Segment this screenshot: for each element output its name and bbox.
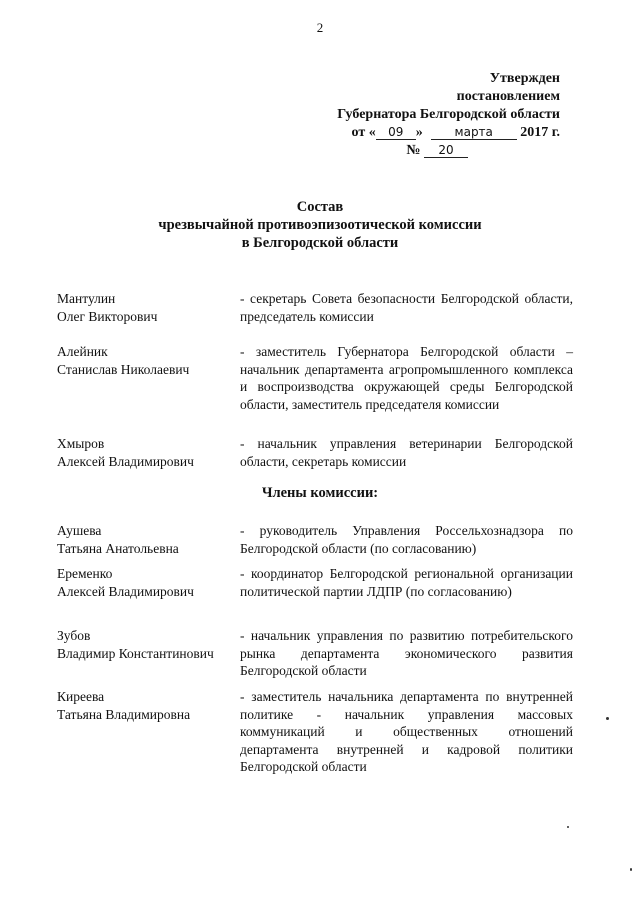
person-surname: Еременко <box>57 566 113 581</box>
person-name <box>57 435 232 470</box>
person-name <box>57 343 232 378</box>
person-role: - заместитель начальника департамента по внутренней политике - начальник управления массовых коммуникаций и общественных отношений департамента внутренней и кадровой политики Белгородской области <box>240 689 573 774</box>
person-given-names: Олег Викторович <box>57 308 158 324</box>
person-given-names: Алексей Владимирович <box>57 453 194 469</box>
person-name <box>57 688 232 723</box>
scan-speck <box>630 868 632 871</box>
document-number: 20 <box>424 143 468 158</box>
person-surname: Киреева <box>57 689 105 704</box>
date-month: марта <box>431 125 517 140</box>
person-role: - начальник управления по развитию потребительского рынка департамента экономического развития Белгородской области <box>240 628 573 678</box>
person-surname: Зубов <box>57 628 91 643</box>
person-role: - секретарь Совета безопасности Белгородской области, председатель комиссии <box>240 291 573 324</box>
person-name <box>57 290 232 325</box>
approval-line-approved: Утвержден <box>489 71 560 86</box>
person-given-names: Алексей Владимирович <box>57 583 194 599</box>
number-prefix: № <box>406 143 421 158</box>
page-number: 2 <box>316 20 324 35</box>
person-name <box>57 565 232 600</box>
date-mid: » <box>415 125 423 140</box>
title-line-region: в Белгородской области <box>241 235 399 251</box>
members-heading: Члены комиссии: <box>261 485 379 501</box>
scan-speck <box>567 826 569 828</box>
date-day: 09 <box>376 125 416 140</box>
title-line-composition: Состав <box>296 199 344 215</box>
person-surname: Аушева <box>57 523 102 538</box>
person-surname: Алейник <box>57 344 108 359</box>
person-name <box>57 522 232 557</box>
person-role: - заместитель Губернатора Белгородской области – начальник департамента агропромышленного комплекса и воспроизводства окружающей среды Белгородской области, заместитель председателя комиссии <box>240 344 573 412</box>
person-surname: Хмыров <box>57 436 105 451</box>
approval-line-resolution: постановлением <box>456 89 560 104</box>
person-surname: Мантулин <box>57 291 116 306</box>
title-line-commission: чрезвычайной противоэпизоотической комиссии <box>158 217 482 233</box>
person-given-names: Владимир Константинович <box>57 645 214 661</box>
approval-line-governor: Губернатора Белгородской области <box>337 107 560 122</box>
date-year: 2017 г. <box>520 125 560 140</box>
date-prefix: от « <box>351 125 376 140</box>
person-role: - руководитель Управления Россельхознадзора по Белгородской области (по согласованию) <box>240 523 573 556</box>
person-given-names: Татьяна Анатольевна <box>57 540 179 556</box>
person-name <box>57 627 232 662</box>
person-role: - начальник управления ветеринарии Белгородской области, секретарь комиссии <box>240 436 573 469</box>
person-given-names: Станислав Николаевич <box>57 361 190 377</box>
person-role: - координатор Белгородской региональной организации политической партии ЛДПР (по согласованию) <box>240 566 573 599</box>
scan-speck <box>606 717 609 720</box>
person-given-names: Татьяна Владимировна <box>57 706 191 722</box>
